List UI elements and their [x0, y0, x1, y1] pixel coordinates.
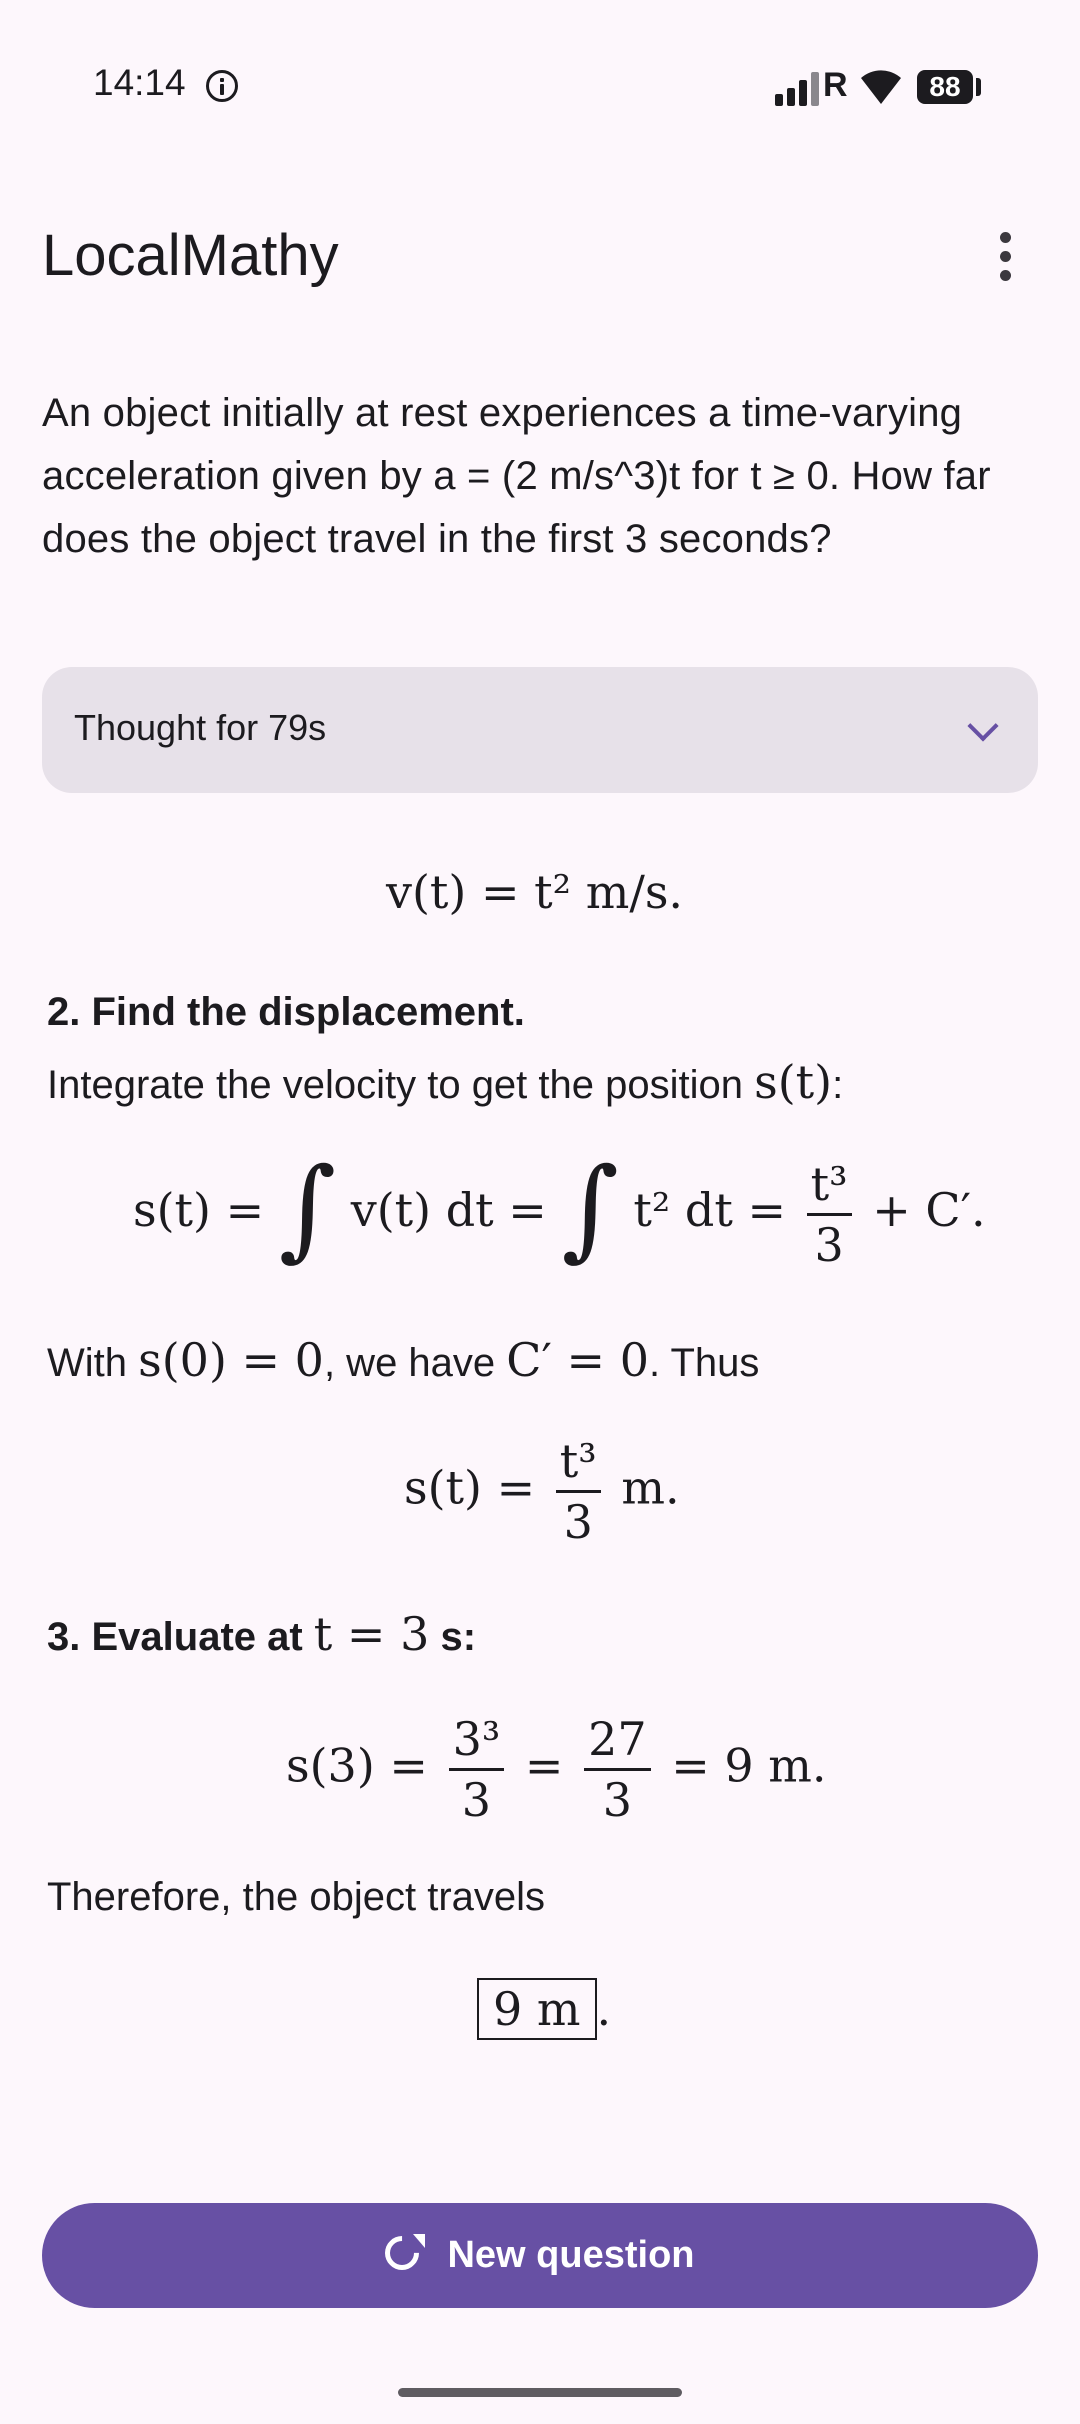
thought-label: Thought for 79s — [74, 707, 327, 748]
step2-heading: 2. Find the displacement. — [47, 990, 525, 1034]
final-answer: 9 m . — [477, 1982, 611, 2036]
step3-heading: 3. Evaluate at t = 3 s: — [47, 1607, 477, 1661]
integral-equation: s(t) = ∫ v(t) dt = ∫ t² dt = $\frac{\text{t³}}{3}$ + C′. — [133, 1144, 986, 1272]
velocity-equation: v(t) = t² m/s. — [386, 865, 684, 919]
status-time: 14:14 — [93, 62, 186, 103]
refresh-icon — [385, 2236, 425, 2276]
evaluation-equation: s(3) = $\frac{\text{3³}}{3}$ = $\frac{27}{3}$ = 9 m. — [286, 1712, 827, 1827]
initial-condition-text: With s(0) = 0, we have C′ = 0. Thus — [47, 1333, 760, 1387]
position-equation: s(t) = $\frac{\text{t³}}{3}$ m. — [404, 1434, 680, 1549]
conclusion-text: Therefore, the object travels — [47, 1875, 546, 1919]
network-type-label: R — [823, 66, 848, 104]
info-icon — [206, 70, 238, 102]
step2-text: Integrate the velocity to get the position s(t): — [47, 1055, 844, 1109]
new-question-button[interactable] — [42, 2203, 1038, 2308]
home-indicator[interactable] — [398, 2388, 682, 2397]
new-question-label: New question — [447, 2234, 695, 2276]
final-answer-box: 9 m — [477, 1978, 597, 2040]
chevron-down-icon — [967, 710, 998, 741]
battery-tip — [976, 78, 981, 96]
more-options-icon[interactable] — [990, 232, 1020, 282]
thought-expander[interactable] — [42, 667, 1038, 793]
battery-icon: 88 — [917, 70, 973, 104]
wifi-icon — [860, 66, 902, 106]
status-bar — [0, 0, 1080, 140]
question-text: An object initially at rest experiences a time-varying acceleration given by a = (2 m/s^3)t for t ≥ 0. How far does the object travel in the first 3 seconds? — [42, 391, 991, 561]
app-title: LocalMathy — [42, 223, 339, 288]
